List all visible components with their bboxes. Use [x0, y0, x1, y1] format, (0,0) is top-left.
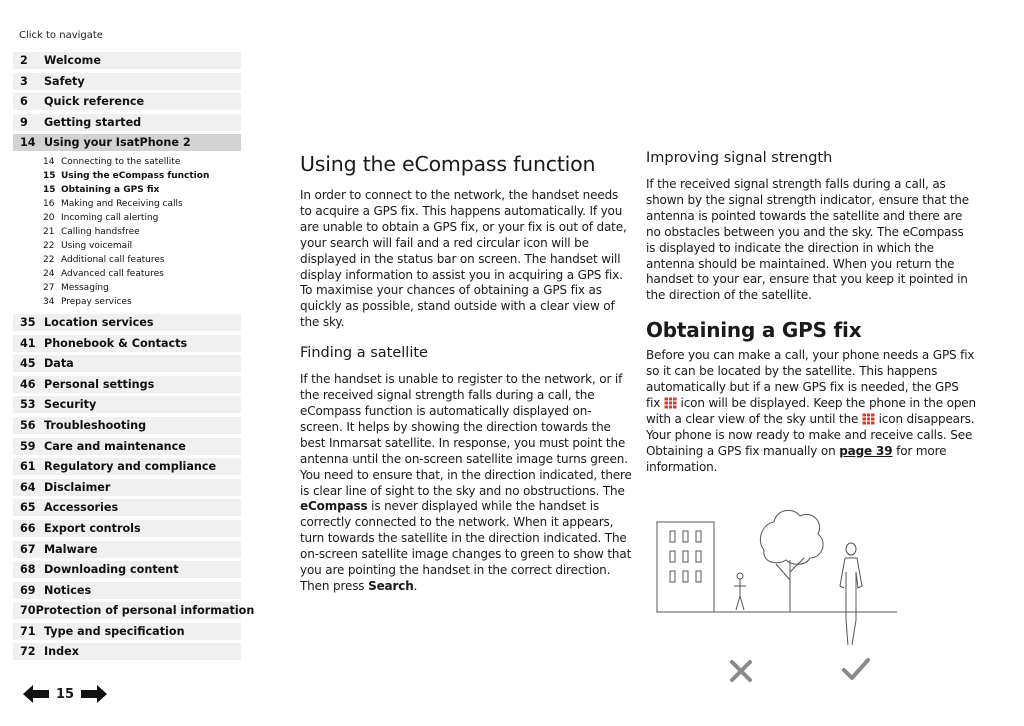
right-column — [646, 150, 976, 490]
toc-num: 68 — [20, 563, 36, 577]
search-term: Search — [368, 578, 414, 593]
toc-item-export-controls[interactable] — [13, 520, 241, 537]
text-run: for more information. — [646, 443, 947, 474]
sub-item-prepay[interactable] — [43, 295, 241, 309]
toc-label: Accessories — [44, 501, 119, 515]
sub-item-ecompass[interactable] — [43, 169, 241, 183]
toc-item-index[interactable] — [13, 643, 241, 660]
next-page-arrow-icon[interactable] — [80, 684, 108, 704]
person-illustration — [840, 543, 862, 645]
sub-item-voicemail[interactable] — [43, 239, 241, 253]
toc-label: Getting started — [44, 115, 142, 129]
toc-label: Phonebook & Contacts — [44, 336, 188, 350]
toc-num: 46 — [20, 377, 36, 391]
page-number: 15 — [56, 686, 75, 702]
toc-label: Location services — [44, 315, 154, 329]
sub-label: Prepay services — [61, 296, 132, 307]
toc-label: Malware — [44, 542, 98, 556]
toc-item-regulatory[interactable] — [13, 458, 241, 475]
nav-hint: Click to navigate — [19, 30, 103, 41]
toc-item-location-services[interactable] — [13, 314, 241, 331]
sub-num: 16 — [43, 198, 55, 209]
text-run: . — [413, 578, 418, 593]
sub-label: Using the eCompass function — [61, 170, 210, 181]
sub-label: Connecting to the satellite — [61, 156, 181, 167]
sub-item-advanced-features[interactable] — [43, 267, 241, 281]
sub-num: 27 — [43, 282, 55, 293]
check-mark-icon — [844, 660, 868, 678]
toc-num: 41 — [20, 336, 36, 350]
sub-num: 14 — [43, 156, 55, 167]
toc-num: 2 — [20, 54, 28, 67]
sub-num: 21 — [43, 226, 55, 237]
toc-num: 61 — [20, 460, 36, 474]
sub-item-connecting[interactable] — [43, 155, 241, 169]
toc-num: 67 — [20, 542, 36, 556]
toc-num: 3 — [20, 74, 28, 88]
ecompass-term: eCompass — [300, 499, 368, 514]
toc-item-notices[interactable] — [13, 582, 241, 599]
toc-label: Quick reference — [44, 95, 145, 109]
prev-page-arrow-icon[interactable] — [22, 684, 50, 704]
sub-label: Incoming call alerting — [61, 212, 159, 223]
tree-illustration — [760, 510, 823, 612]
toc-num: 64 — [20, 480, 36, 494]
toc-label: Security — [44, 398, 97, 412]
toc-item-personal-settings[interactable] — [13, 376, 241, 393]
text-run: icon disappears. Your phone is now ready to make and receive calls. See Obtaining a GPS fix manually on — [646, 411, 975, 458]
toc-label: Welcome — [44, 54, 101, 67]
toc-item-malware[interactable] — [13, 541, 241, 558]
sub-label: Additional call features — [61, 254, 165, 265]
sub-num: 15 — [43, 184, 56, 195]
toc-item-downloading[interactable] — [13, 561, 241, 578]
sub-label: Obtaining a GPS fix — [61, 184, 160, 195]
toc-item-disclaimer[interactable] — [13, 479, 241, 496]
toc-label: Using your IsatPhone 2 — [44, 136, 191, 150]
sub-label: Using voicemail — [61, 240, 133, 251]
sub-item-gps-fix[interactable] — [43, 183, 241, 197]
toc-item-care[interactable] — [13, 438, 241, 455]
sub-label: Calling handsfree — [61, 226, 140, 237]
toc-subsection — [13, 155, 241, 309]
page-39-link[interactable]: page 39 — [839, 443, 893, 458]
toc-item-safety[interactable] — [13, 73, 241, 90]
gps-fix-paragraph — [646, 348, 976, 475]
toc-label: Disclaimer — [44, 480, 111, 494]
toc-label: Care and maintenance — [44, 439, 186, 453]
toc-label: Notices — [44, 583, 92, 597]
sub-num: 22 — [43, 254, 55, 265]
toc-num: 9 — [20, 115, 28, 129]
toc-item-welcome[interactable] — [13, 52, 241, 69]
text-run: If the handset is unable to register to the network, or if the received signal strength falls during a call, the eCompass function is automatically displayed on-screen. It helps by showing the direction towards the best Inmarsat satellite. In response, you must point the antenna until the on-screen satellite image turns green. You need to ensure that, in the direction indicated, there is clear line of sight to the sky and no obstructions. The — [300, 372, 632, 498]
toc-item-quick-reference[interactable] — [13, 93, 241, 110]
pager — [22, 684, 108, 704]
toc-num: 56 — [20, 418, 36, 432]
sub-item-messaging[interactable] — [43, 281, 241, 295]
sub-num: 15 — [43, 170, 56, 181]
toc-label: Personal settings — [44, 377, 155, 391]
toc-num: 69 — [20, 583, 36, 597]
sub-num: 34 — [43, 296, 55, 307]
toc-label: Data — [44, 357, 74, 371]
text-run: icon will be displayed. Keep the phone in the open with a clear view of the sky until the — [646, 395, 976, 426]
toc-item-data[interactable] — [13, 355, 241, 372]
toc-label: Protection of personal information — [35, 604, 255, 618]
toc-item-using-your-isatphone[interactable] — [13, 134, 241, 151]
section-title-gps-fix: Obtaining a GPS fix — [646, 318, 862, 343]
toc-num: 66 — [20, 521, 36, 535]
table-of-contents — [13, 52, 255, 664]
toc-item-phonebook[interactable] — [13, 335, 241, 352]
sub-item-making-calls[interactable] — [43, 197, 241, 211]
toc-label: Safety — [44, 74, 85, 88]
toc-num: 65 — [20, 501, 36, 515]
toc-label: Troubleshooting — [44, 418, 147, 432]
toc-label: Export controls — [44, 521, 141, 535]
sub-num: 22 — [43, 240, 55, 251]
gps-fix-icon — [664, 397, 677, 409]
building-illustration — [657, 522, 714, 612]
left-column — [300, 150, 632, 609]
sub-item-additional-features[interactable] — [43, 253, 241, 267]
small-person-illustration — [734, 573, 746, 610]
toc-num: 72 — [20, 645, 36, 659]
toc-label: Index — [44, 645, 79, 659]
toc-item-protection[interactable] — [13, 602, 255, 619]
toc-item-security[interactable] — [13, 396, 241, 413]
sub-item-incoming-alerting[interactable] — [43, 211, 241, 225]
toc-num: 59 — [20, 439, 36, 453]
toc-label: Type and specification — [44, 624, 185, 638]
toc-label: Downloading content — [44, 563, 179, 577]
toc-num: 14 — [20, 136, 36, 150]
toc-num: 45 — [20, 357, 36, 371]
toc-label: Regulatory and compliance — [44, 460, 217, 474]
toc-item-type-spec[interactable] — [13, 623, 241, 640]
gps-fix-icon — [862, 413, 875, 425]
cross-mark-icon — [732, 662, 750, 680]
sub-label: Advanced call features — [61, 268, 164, 279]
heading-finding-satellite: Finding a satellite — [300, 345, 428, 362]
improving-signal-paragraph: If the received signal strength falls during a call, as shown by the signal strength indicator, ensure that the antenna is pointed towards the satellite and there are no obstacles between you and the sky. The eCompass is displayed to indicate the direction in which the antenna should be maintained. When you return the handset to your ear, ensure that you keep it pointed in the direction of the satellite. — [646, 177, 969, 303]
sub-num: 24 — [43, 268, 55, 279]
sub-num: 20 — [43, 212, 55, 223]
heading-improving-signal: Improving signal strength — [646, 150, 833, 166]
clear-sky-illustration — [652, 500, 908, 690]
text-run: is never displayed while the handset is correctly connected to the network. When it appears, turn towards the satellite in the direction indicated. The on-screen satellite image changes to green to show that you are pointing the handset in the correct direction. Then press — [300, 499, 632, 593]
sub-label: Messaging — [61, 282, 109, 293]
toc-num: 71 — [20, 624, 36, 638]
toc-item-troubleshooting[interactable] — [13, 417, 241, 434]
toc-item-getting-started[interactable] — [13, 114, 241, 131]
sub-item-handsfree[interactable] — [43, 225, 241, 239]
ecompass-paragraph: In order to connect to the network, the handset needs to acquire a GPS fix. This happens automatically. If you are unable to obtain a GPS fix, or your fix is out of date, your search will fail and a red circular icon will be displayed in the status bar on screen. The handset will display information to assist you in acquiring a GPS fix. To maximise your chances of obtaining a GPS fix as quickly as possible, stand outside with a clear view of the sky. — [300, 188, 627, 330]
toc-num: 35 — [20, 315, 36, 329]
finding-satellite-paragraph — [300, 372, 632, 595]
section-title-ecompass: Using the eCompass function — [300, 152, 596, 176]
toc-num: 70 — [20, 604, 36, 618]
toc-num: 6 — [20, 95, 28, 109]
toc-item-accessories[interactable] — [13, 499, 241, 516]
sub-label: Making and Receiving calls — [61, 198, 183, 209]
toc-num: 53 — [20, 398, 36, 412]
text-run: Before you can make a call, your phone needs a GPS fix so it can be located by the satellite. This happens automatically but if a new GPS fix is needed, the GPS fix — [646, 348, 975, 410]
